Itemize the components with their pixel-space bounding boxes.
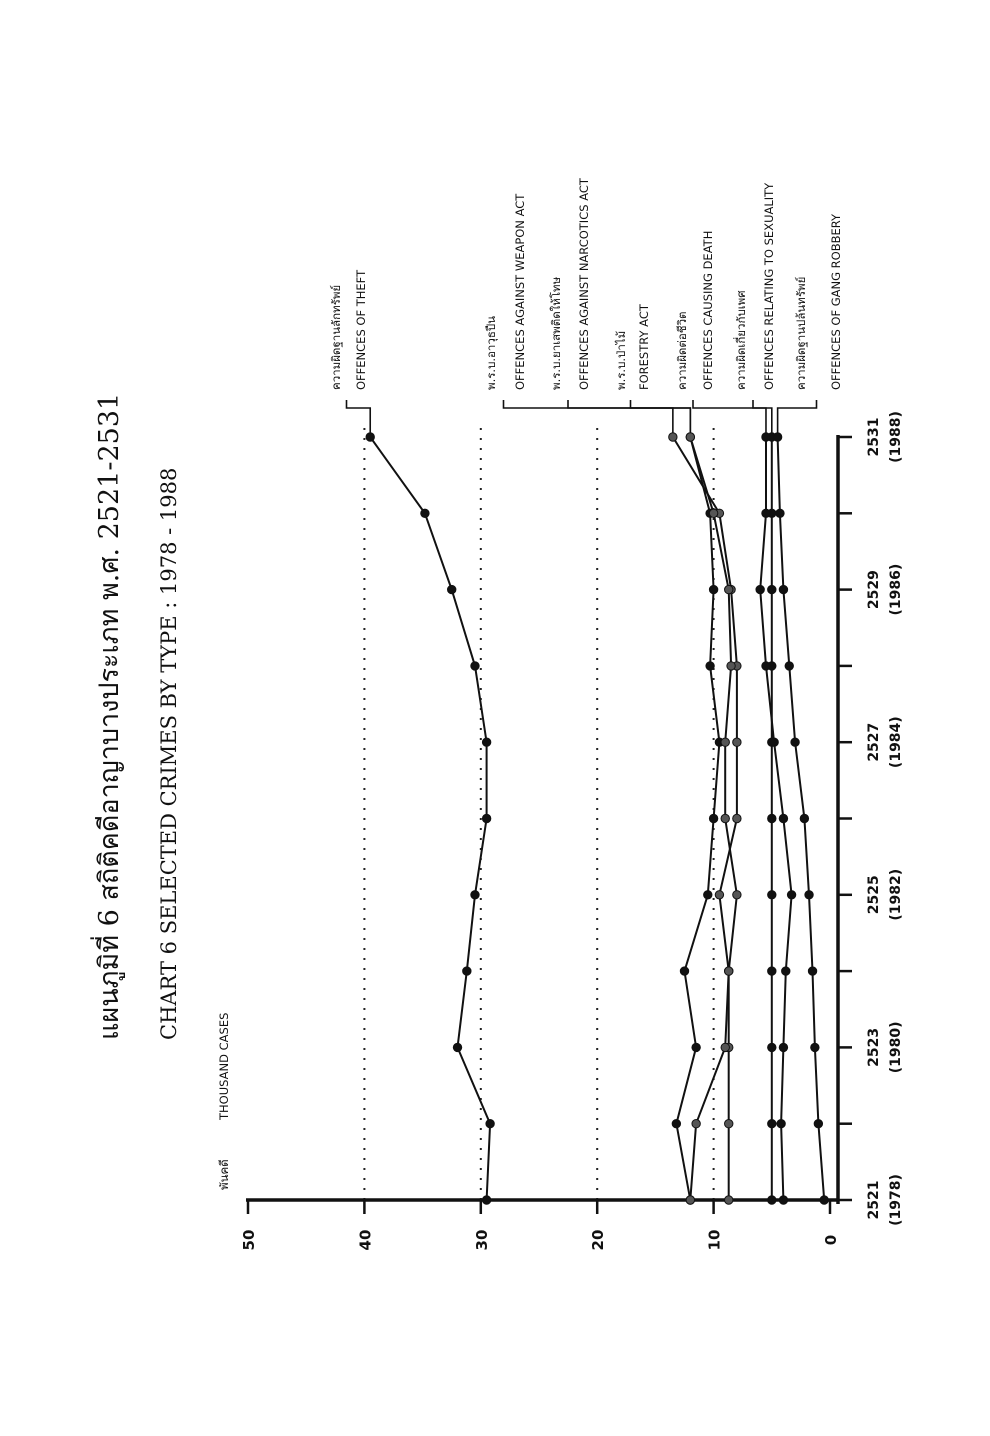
data-point bbox=[721, 814, 729, 822]
legend-label-thai: ความผิดฐานปล้นทรัพย์ bbox=[794, 276, 808, 390]
data-point bbox=[709, 814, 717, 822]
y-tick-label: 50 bbox=[240, 1229, 258, 1251]
x-ticks bbox=[838, 411, 904, 1226]
chart-subtitle: CHART 6 SELECTED CRIMES BY TYPE : 1978 - 1988 bbox=[157, 467, 181, 1040]
series-1 bbox=[672, 433, 723, 1204]
data-point bbox=[768, 891, 776, 899]
data-point bbox=[715, 891, 723, 899]
data-point bbox=[706, 662, 714, 670]
data-point bbox=[471, 662, 479, 670]
data-point bbox=[768, 1120, 776, 1128]
data-point bbox=[791, 738, 799, 746]
data-point bbox=[805, 891, 813, 899]
legend-label: OFFENCES OF GANG ROBBERY bbox=[829, 213, 843, 390]
data-point bbox=[777, 1120, 785, 1128]
data-point bbox=[448, 585, 456, 593]
legend-label: OFFENCES CAUSING DEATH bbox=[701, 230, 715, 390]
data-point bbox=[768, 1196, 776, 1204]
legend bbox=[329, 177, 843, 433]
data-point bbox=[366, 433, 374, 441]
data-point bbox=[762, 433, 770, 441]
data-point bbox=[768, 967, 776, 975]
x-tick-label: 2531 bbox=[866, 417, 882, 457]
legend-leader-line bbox=[753, 400, 766, 433]
legend-label: OFFENCES AGAINST WEAPON ACT bbox=[513, 193, 527, 390]
legend-leader-line bbox=[568, 400, 673, 433]
data-point bbox=[782, 967, 790, 975]
data-point bbox=[692, 1120, 700, 1128]
x-tick-label-ce: (1988) bbox=[888, 411, 904, 463]
y-unit-label: THOUSAND CASES bbox=[217, 1012, 231, 1120]
y-tick-label: 10 bbox=[705, 1229, 724, 1251]
data-point bbox=[669, 433, 677, 441]
data-point bbox=[486, 1120, 494, 1128]
legend-leader-line bbox=[631, 400, 691, 433]
series-4 bbox=[768, 433, 776, 1204]
data-point bbox=[756, 585, 764, 593]
data-point bbox=[725, 1120, 733, 1128]
data-point bbox=[787, 891, 795, 899]
data-point bbox=[704, 891, 712, 899]
legend-label: FORESTRY ACT bbox=[637, 304, 651, 390]
data-point bbox=[453, 1043, 461, 1051]
x-tick-label: 2527 bbox=[866, 722, 882, 762]
data-point bbox=[800, 814, 808, 822]
data-point bbox=[768, 1043, 776, 1051]
data-point bbox=[779, 1196, 787, 1204]
data-point bbox=[680, 967, 688, 975]
y-unit-label-thai: พันคดี bbox=[217, 1159, 231, 1190]
legend-label: OFFENCES RELATING TO SEXUALITY bbox=[762, 182, 776, 390]
data-point bbox=[768, 585, 776, 593]
data-point bbox=[692, 1043, 700, 1051]
data-point bbox=[733, 738, 741, 746]
axes bbox=[246, 435, 838, 1204]
data-point bbox=[785, 662, 793, 670]
data-point bbox=[779, 585, 787, 593]
x-tick-label-ce: (1978) bbox=[888, 1174, 904, 1226]
x-tick-label-ce: (1986) bbox=[888, 563, 904, 616]
y-tick-label: 30 bbox=[472, 1229, 491, 1251]
legend-label-thai: ความผิดเกี่ยวกับเพศ bbox=[734, 290, 748, 390]
x-tick-label-ce: (1984) bbox=[888, 716, 904, 769]
chart-title: แผนภูมิที่ 6 สถิติคดีอาญาบางประเภท พ.ศ. 2521-2531 bbox=[94, 392, 125, 1040]
data-point bbox=[768, 814, 776, 822]
x-tick-label-ce: (1982) bbox=[888, 868, 904, 921]
x-tick-label: 2529 bbox=[866, 570, 882, 610]
gridlines bbox=[364, 427, 713, 1200]
x-tick-label: 2525 bbox=[866, 875, 882, 915]
x-tick-label: 2521 bbox=[866, 1180, 882, 1220]
data-point bbox=[725, 1196, 733, 1204]
data-point bbox=[733, 814, 741, 822]
x-tick-label: 2523 bbox=[866, 1027, 882, 1067]
data-point bbox=[686, 433, 694, 441]
data-point bbox=[721, 738, 729, 746]
series-line bbox=[370, 437, 490, 1200]
data-point bbox=[482, 738, 490, 746]
y-tick-label: 20 bbox=[589, 1229, 608, 1251]
data-point bbox=[482, 1196, 490, 1204]
legend-label-thai: พ.ร.บ.อาวุธปืน bbox=[484, 315, 498, 390]
legend-label-thai: ความผิดต่อชีวิต bbox=[675, 311, 689, 390]
legend-leader-line bbox=[778, 400, 817, 433]
data-point bbox=[762, 662, 770, 670]
data-point bbox=[811, 1043, 819, 1051]
data-point bbox=[725, 585, 733, 593]
data-point bbox=[733, 891, 741, 899]
data-point bbox=[779, 814, 787, 822]
series-0 bbox=[366, 433, 494, 1204]
series-2 bbox=[669, 433, 741, 1204]
legend-label-thai: พ.ร.บ.ยาเสพติดให้โทษ bbox=[549, 276, 563, 390]
data-point bbox=[762, 509, 770, 517]
legend-leader-line bbox=[693, 400, 772, 433]
legend-label-thai: พ.ร.บ.ป่าไม้ bbox=[614, 330, 628, 390]
data-point bbox=[672, 1120, 680, 1128]
legend-label: OFFENCES AGAINST NARCOTICS ACT bbox=[577, 178, 591, 390]
data-point bbox=[709, 509, 717, 517]
data-point bbox=[727, 662, 735, 670]
data-point bbox=[482, 814, 490, 822]
data-point bbox=[773, 433, 781, 441]
legend-label-thai: ความผิดฐานลักทรัพย์ bbox=[329, 284, 343, 390]
data-point bbox=[776, 509, 784, 517]
data-point bbox=[779, 1043, 787, 1051]
legend-label: OFFENCES OF THEFT bbox=[354, 269, 368, 390]
data-point bbox=[421, 509, 429, 517]
data-point bbox=[721, 1043, 729, 1051]
data-point bbox=[808, 967, 816, 975]
data-point bbox=[770, 738, 778, 746]
y-tick-label: 40 bbox=[356, 1229, 375, 1251]
data-point bbox=[814, 1120, 822, 1128]
data-point bbox=[725, 967, 733, 975]
legend-leader-line bbox=[347, 400, 371, 433]
data-point bbox=[686, 1196, 694, 1204]
x-tick-label-ce: (1980) bbox=[888, 1021, 904, 1074]
y-ticks bbox=[240, 1200, 840, 1250]
data-point bbox=[709, 585, 717, 593]
y-tick-label: 0 bbox=[822, 1234, 840, 1246]
data-point bbox=[471, 891, 479, 899]
data-point bbox=[463, 967, 471, 975]
data-point bbox=[820, 1196, 828, 1204]
